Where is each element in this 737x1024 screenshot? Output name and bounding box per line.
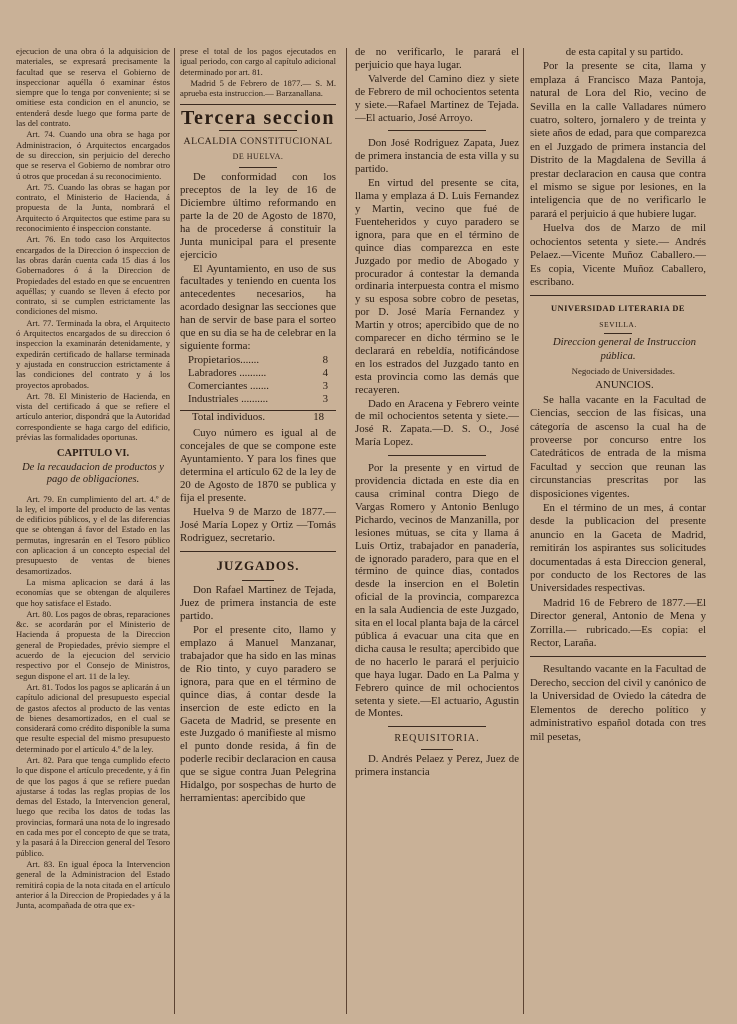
paragraph: Art. 79. En cumplimiento del art. 4.º de la ley, el importe del producto de las ventas de edificios públicos, y el de las diferencias que se obtengan á favor del Estado en las permutas, ingresarán en el Tesoro público con aplicacion á un concepto especial del presupuesto de ventas de bienes desamortizados. — [16, 493, 170, 576]
paragraph: ejecucion de una obra ó la adquisicion de materiales, se expresará precisamente la facultad que se reserva el Gobierno de inspeccionar aquélla ó examinar éstos siempre que lo tenga por conveniente; si se omitiese esta condicion en el anuncio, se entenderá desde luego que forma parte de las del contrato. — [16, 46, 170, 129]
column-rule — [346, 48, 347, 1014]
university-heading: UNIVERSIDAD LITERARIA DE — [551, 304, 685, 314]
paragraph: Art. 74. Cuando una obra se haga por Administracion, ó Arquitectos encargados de su direccion, sin perjuicio del derecho que se reserva el Gobierno de nombrar otro ú otros que procedan á su reconocimiento. — [16, 129, 170, 181]
paragraph: Don José Rodriguez Zapata, Juez de primera instancia de esta villa y su partido. — [355, 137, 519, 176]
sections-list — [180, 354, 336, 406]
announcements-heading: ANUNCIOS. — [595, 379, 654, 392]
paragraph: Valverde del Camino diez y siete de Febrero de mil ochocientos setenta y siete.—Rafael Martinez de Tejada.—El actuario, José Arroyo. — [355, 72, 519, 124]
paragraph: Art. 80. Los pagos de obras, reparaciones &c. se acordarán por el Ministerio de Hacienda á propuesta de la Direccion general de Propiedades, prévio siempre el acuerdo de la ejecucion del servicio respectivo por el Consejo de Ministros, segun dispone el art. 11 de la ley. — [16, 608, 170, 681]
paragraph: Madrid 16 de Febrero de 1877.—El Director general, Antonio de Mena y Zorrilla.— rubricado.—Es copia: el Rector, Laraña. — [530, 596, 706, 650]
paragraph: D. Andrés Pelaez y Perez, Juez de primera instancia — [355, 753, 519, 779]
chapter-heading: CAPITULO VI. — [56, 448, 130, 460]
paragraph: En virtud del presente se cita, llama y emplaza á D. Luis Fernandez y Martin, vecino que fué de Fuenteheridos y cuyo paradero se ignora, para que en el término de quince dias comparezca en este Juzgado por medio de Abogado y procurador á contestar la demanda ordinaria interpuesta contra el mismo y su esposa sobre cobro de pesetas, por D. José María Fernandez y Martin y otros; apercibido que de no comparecer en dicho término se le declarará en rebeldía, notificándose en los estrados del Juzgado tanto en esta provincia como las demás que recayeren. — [355, 177, 519, 396]
list-item: Labradores .......... 4 — [188, 366, 328, 379]
paragraph: Cuyo número es igual al de concejales de que se compone este Ayuntamiento. Y para los fines que determina el artículo 62 de la ley de 20 de Agosto de 1870 se publica y fija el presente. — [180, 427, 336, 504]
section-heading: REQUISITORIA. — [394, 733, 480, 745]
paragraph: Don Rafael Martinez de Tejada, Juez de primera instancia de este partido. — [180, 584, 336, 623]
total-row: Total individuos. 18 — [180, 410, 336, 424]
paragraph: Art. 83. En igual época la Intervencion general de la Administracion del Estado remitirá copia de la nota citada en el artículo anterior á la Direccion de Propiedades y á la Junta, acompañada de otra que ex- — [16, 858, 170, 911]
paragraph: Art. 75. Cuando las obras se hagan por contrato, el Ministerio de Hacienda, á propuesta de la Junta, nombrará el Arquitecto ó Arquitectos que estime para su reconocimiento é inspeccion constante. — [16, 181, 170, 234]
paragraph: Dado en Aracena y Febrero veinte de mil ochocientos setenta y siete.—José R. Zapata.—D. S. O., José María Lopez. — [355, 397, 519, 449]
paragraph: En el término de un mes, á contar desde la publicacion del presente anuncio en la Gaceta de Madrid, remitirán los aspirantes sus solicitudes documentadas á esta Direccion general, por conducto de los Rectores de las Universidades respectivas. — [530, 502, 706, 595]
negociado-label: Negociado de Universidades. — [571, 365, 675, 376]
paragraph: Se halla vacante en la Facultad de Ciencias, seccion de las físicas, una cátegoría de ascenso la cual ha de proveerse por concurso entre los Catedráticos de entrada de la misma Facultad y seccion que reunan las circunstancias prescritas por las disposiciones vigentes. — [530, 393, 706, 500]
paragraph: De conformidad con los preceptos de la ley de 16 de Diciembre último reformando en parte la de 20 de Agosto de 1870, ha de procederse á constituir la Junta municipal para el presente ejercicio — [180, 171, 336, 261]
column-4 — [530, 46, 706, 1010]
column-2 — [180, 46, 336, 1010]
list-item: Comerciantes ....... 3 — [188, 379, 328, 392]
column-1 — [16, 46, 170, 1010]
chapter-subheading: De la recaudacion de productos y pago de obligaciones. — [22, 461, 164, 485]
paragraph: prese el total de los pagos ejecutados en igual periodo, con cargo al capítulo adicional determinado por art. 81. — [180, 46, 336, 77]
column-rule — [523, 48, 524, 1014]
paragraph: Art. 82. Para que tenga cumplido efecto lo que dispone el artículo precedente, y á fin de que los pagos á que se refiere puedan ajustarse á todas las reglas propias de los demas del Estado, la Intervencion general, luego que reciba los datos de todas las provincias, formará una nota de lo ingresado en cada mes por el concepto de que se trata, y la pasará á la Direccion general del Tesoro público. — [16, 755, 170, 858]
section-heading: JUZGADOS. — [216, 557, 300, 573]
paragraph: Huelva dos de Marzo de mil ochocientos setenta y siete.— Andrés Pelaez.—Vicente Muñoz Caballero.—Es copia, Vicente Muñoz Caballero, escribano. — [530, 222, 706, 288]
direction-heading: Direccion general de Instruccion pública. — [552, 336, 697, 362]
paragraph: Por el presente cito, llamo y emplazo á Manuel Manzanar, trabajador que ha sido en las minas de Rio tinto, y cuyo paradero se ignora, para que en el término de quince dias, á contar desde la insercion de este edicto en la Gaceta de Madrid, se presente en este Juzgado ó manifieste al mismo el punto donde resida, á fin de poderle recibir declaracion en causa que se sigue contra Juan Pelegrina Hidalgo, por sospechas de hurto de herramientas: apercibido que — [180, 624, 336, 804]
paragraph: Art. 81. Todos los pagos se aplicarán á un capítulo adicional del presupuesto especial de gastos afectos al producto de las ventas de bienes desamortizados, en el cual se considerará como crédito disponible la suma que resulte especial del mismo presupuesto determinado por el artículo 4.º de la ley. — [16, 681, 170, 754]
paragraph: Art. 76. En todo caso los Arquitectos encargados de la Direccion ó inspeccion de las obras darán cuenta cada 15 dias á los Gobernadores ó á la Direccion de Propiedades del estado en que se encuentren aquéllas; y cuando se lleven á efecto por contrato, si se cumplen estrictamente las condiciones del mismo. — [16, 234, 170, 317]
list-item: Industriales .......... 3 — [188, 392, 328, 405]
paragraph: Resultando vacante en la Facultad de Derecho, seccion del civil y canónico de la Universidad de Oviedo la cátedra de Elementos de derecho político y administrativo español dotada con tres mil pesetas, — [530, 663, 706, 743]
paragraph: Art. 77. Terminada la obra, el Arquitecto ó Arquitectos encargados de su direccion ó inspeccion la examinarán detenidamente, y expedirán certificado de hallarse terminada y ajustada en construccion estrictamente á las condiciones del contrato y á los proyectos aprobados. — [16, 317, 170, 390]
paragraph: La misma aplicacion se dará á las economías que se obtengan de alquileres que hoy satisface el Estado. — [16, 576, 170, 608]
list-item: Propietarios....... 8 — [188, 353, 328, 366]
dateline: Madrid 5 de Febrero de 1877.— S. M. aprueba esta instruccion.— Barzanallana. — [180, 77, 336, 99]
section-title: Tercera seccion — [180, 107, 336, 130]
university-place: SEVILLA. — [599, 319, 637, 329]
paragraph: El Ayuntamiento, en uso de sus facultades y teniendo en cuenta los antecedentes necesarios, ha acordado designar las secciones que han de servir de base para el sorteo que en su dia se ha de celebrar en la siguiente forma: — [180, 262, 336, 352]
paragraph: Art. 78. El Ministerio de Hacienda, en vista del certificado á que se refiere el artículo anterior, dispondrá que la Autoridad correspondiente se haga cargo del edificio, prévias las formalidades oportunas. — [16, 390, 170, 442]
authority-place: DE HUELVA. — [232, 152, 284, 162]
paragraph: Por la presente y en virtud de providencia dictada en este dia en causa criminal contra Diego de Vargas Romero y Antonio Benlugo Pichardo, vecinos de Manzanilla, por lesiones mútuas, se cita y llama á Luis Ortiz, trabajador en panadería, de ignorado paradero, para que en el término de quince dias, contados desde la insercion en el Boletin oficial de la provincia, comparezca en la sala Audiencia de este Juzgado, sita en el local planta baja de la cárcel pública á evacuar una cita que en dicha causa le resulta; apercibido que de no hacerlo le parará el perjuicio que haya lugar. Dado en La Palma y Febrero quince de mil ochocientos setenta y siete.—El actuario, Agustin de Montes. — [355, 462, 519, 720]
authority-heading: ALCALDIA CONSTITUCIONAL — [183, 136, 333, 148]
paragraph: Por la presente se cita, llama y emplaza á Francisco Maza Pantoja, natural de Lora del Rio, vecino de Sevilla en la calle Valladares número cuatro, soltero, jornalero y de treinta y siete años de edad, para que comparezca en el Juzgado de primera instancia del Distrito de la Magdalena de Sevilla á prestar declaracion en causa que contra el mismo se sigue por lesiones, en la inteligencia que de no verificarlo le parará el perjuicio á que hubiere lugar. — [530, 60, 706, 220]
column-rule — [174, 48, 175, 1014]
signature: Huelva 9 de Marzo de 1877.—José María Lopez y Ortiz —Tomás Rodriguez, secretario. — [180, 505, 336, 544]
paragraph: de esta capital y su partido. — [565, 46, 684, 58]
column-3 — [355, 46, 519, 1010]
paragraph: de no verificarlo, le parará el perjuicio que haya lugar. — [355, 46, 519, 71]
